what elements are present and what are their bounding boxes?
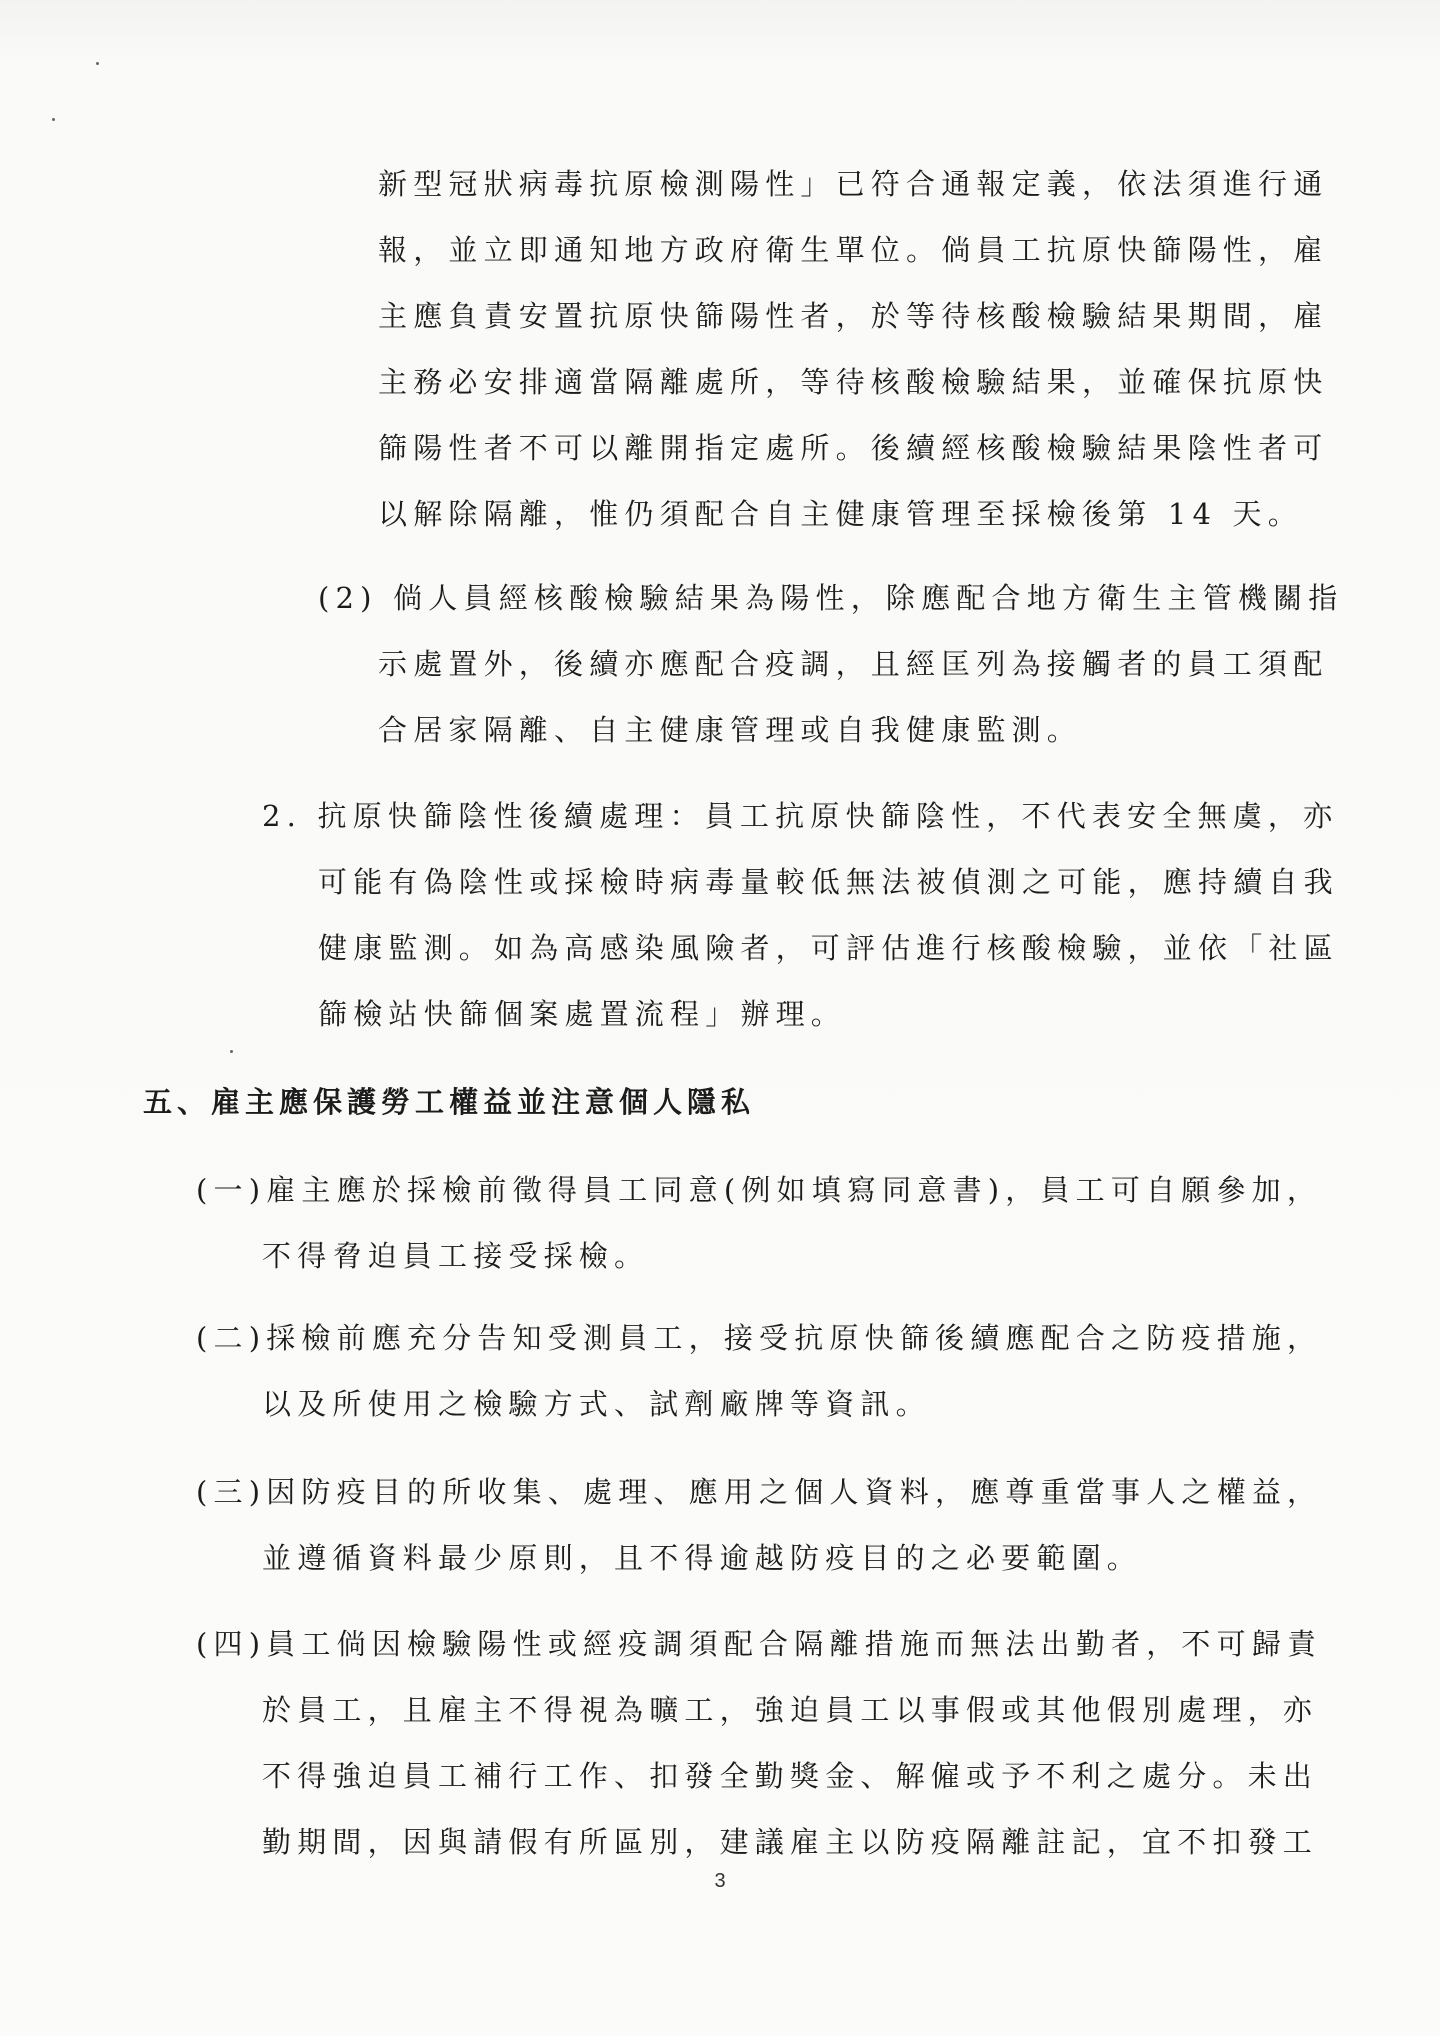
text-line: 可能有偽陰性或採檢時病毒量較低無法被偵測之可能，應持續自我	[318, 865, 1339, 899]
text-line: 主務必安排適當隔離處所，等待核酸檢驗結果，並確保抗原快	[378, 365, 1329, 399]
text-line: (二)採檢前應充分告知受測員工，接受抗原快篩後續應配合之防疫措施，	[196, 1321, 1323, 1355]
text-line: 篩檢站快篩個案處置流程」辦理。	[318, 997, 847, 1031]
text-line: 於員工，且雇主不得視為曠工，強迫員工以事假或其他假別處理，亦	[262, 1693, 1319, 1727]
text-line: (三)因防疫目的所收集、處理、應用之個人資料，應尊重當事人之權益，	[196, 1475, 1323, 1509]
scan-speck	[52, 118, 55, 121]
text-line: 不得強迫員工補行工作、扣發全勤獎金、解僱或予不利之處分。未出	[262, 1759, 1319, 1793]
text-line: 主應負責安置抗原快篩陽性者，於等待核酸檢驗結果期間，雇	[378, 299, 1329, 333]
text-line: 並遵循資料最少原則，且不得逾越防疫目的之必要範圍。	[262, 1541, 1143, 1575]
text-line: (一)雇主應於採檢前徵得員工同意(例如填寫同意書)，員工可自願參加，	[196, 1173, 1323, 1207]
text-line: 示處置外，後續亦應配合疫調，且經匡列為接觸者的員工須配	[378, 647, 1329, 681]
scan-speck	[96, 62, 99, 65]
text-line: 健康監測。如為高感染風險者，可評估進行核酸檢驗，並依「社區	[318, 931, 1339, 965]
text-line: 篩陽性者不可以離開指定處所。後續經核酸檢驗結果陰性者可	[378, 431, 1329, 465]
text-line: 新型冠狀病毒抗原檢測陽性」已符合通報定義，依法須進行通	[378, 167, 1329, 201]
text-line: 以及所使用之檢驗方式、試劑廠牌等資訊。	[262, 1387, 931, 1421]
page-number: 3	[714, 1870, 726, 1892]
text-line: 合居家隔離、自主健康管理或自我健康監測。	[378, 713, 1083, 747]
text-line: (四)員工倘因檢驗陽性或經疫調須配合隔離措施而無法出勤者，不可歸責	[196, 1627, 1323, 1661]
text-line: 2. 抗原快篩陰性後續處理：員工抗原快篩陰性，不代表安全無虞，亦	[262, 799, 1339, 833]
section-heading: 五、雇主應保護勞工權益並注意個人隱私	[143, 1085, 756, 1119]
scan-speck	[230, 1050, 233, 1053]
text-line: 報，並立即通知地方政府衛生單位。倘員工抗原快篩陽性，雇	[378, 233, 1329, 267]
text-line: (2) 倘人員經核酸檢驗結果為陽性，除應配合地方衛生主管機關指	[318, 581, 1344, 615]
text-line: 不得脅迫員工接受採檢。	[262, 1239, 650, 1273]
text-line: 以解除隔離，惟仍須配合自主健康管理至採檢後第 14 天。	[378, 497, 1303, 531]
text-line: 勤期間，因與請假有所區別，建議雇主以防疫隔離註記，宜不扣發工	[262, 1825, 1319, 1859]
